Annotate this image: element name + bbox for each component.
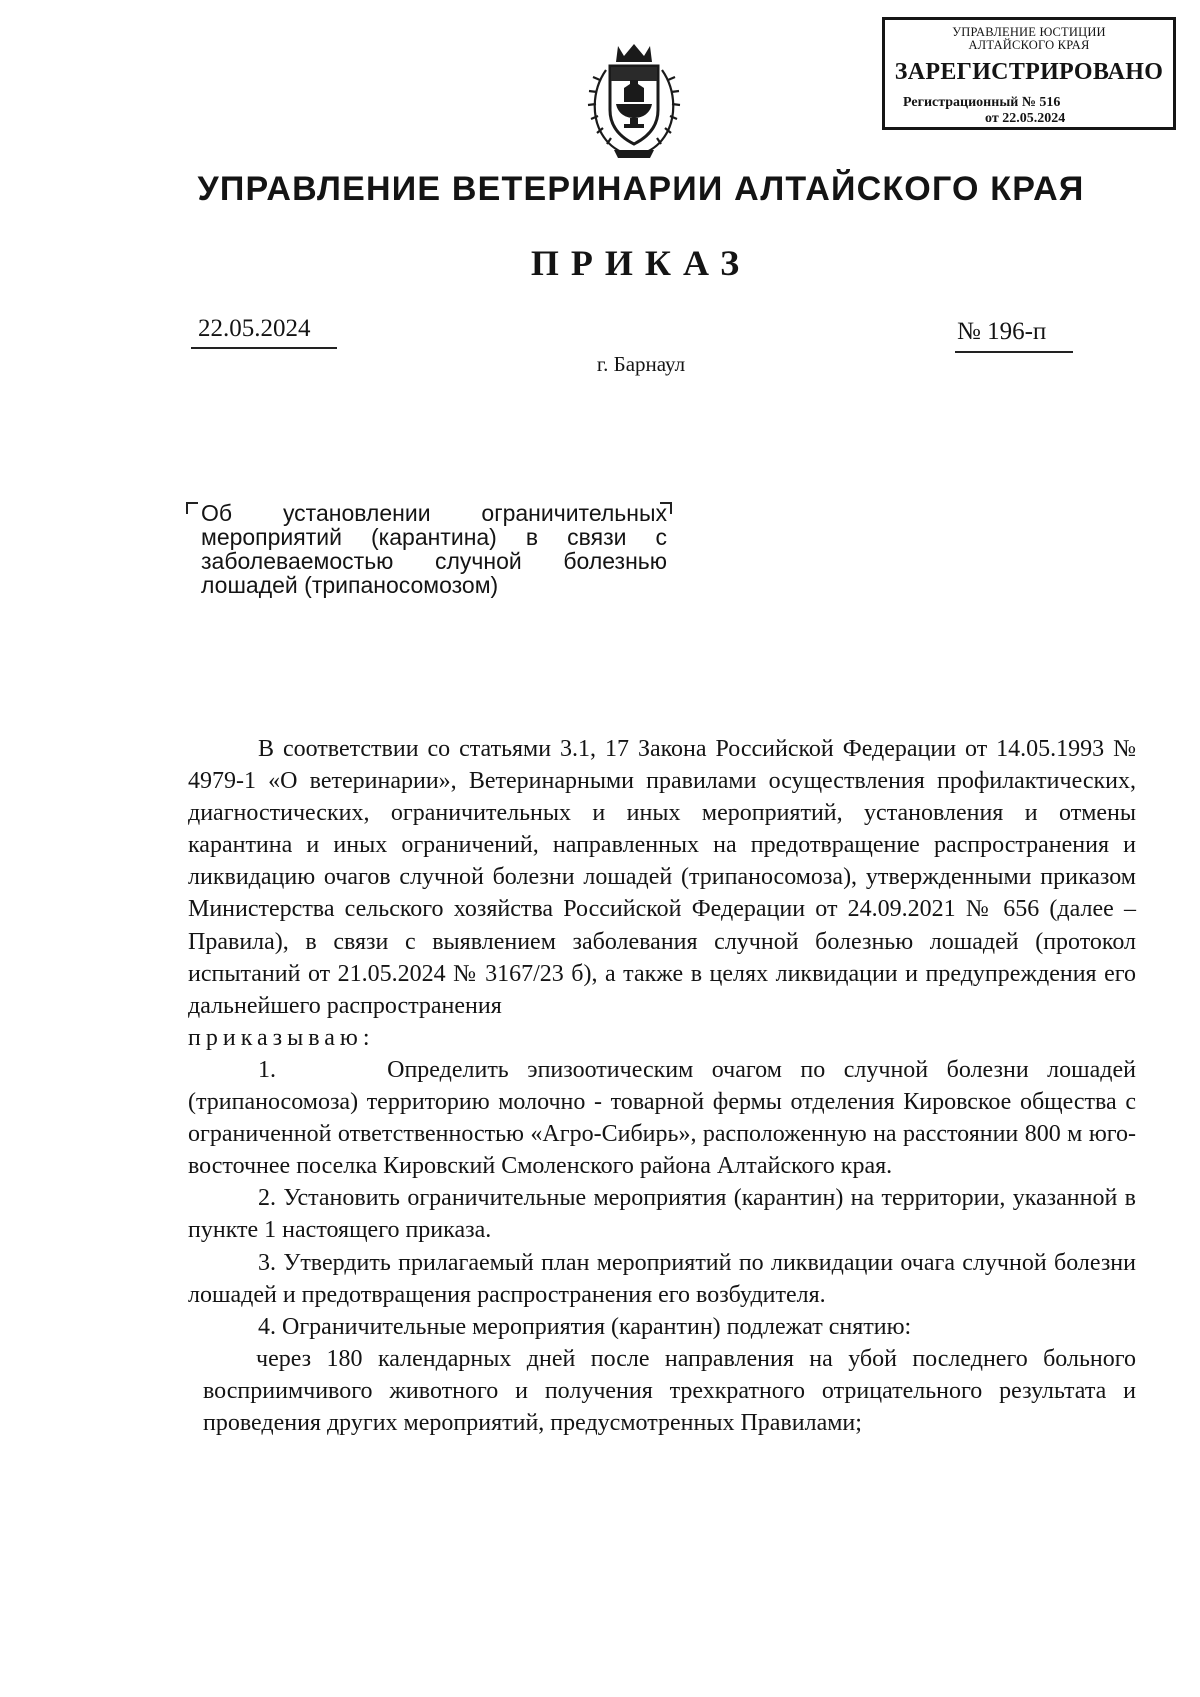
- document-subject: Об установлении ограничительных мероприятий (карантина) в связи с заболеваемостью случной болезнью лошадей (трипаносомозом): [201, 500, 667, 598]
- stamp-reg-number: Регистрационный № 516: [903, 95, 1061, 110]
- item-4-subparagraph: через 180 календарных дней после направления на убой последнего больного восприимчивого животного и получения трехкратного отрицательного результата и проведения других мероприятий, предусмотренных Правилами;: [203, 1345, 1136, 1436]
- organization-title: УПРАВЛЕНИЕ ВЕТЕРИНАРИИ АЛТАЙСКОГО КРАЯ: [197, 170, 1085, 208]
- item-4-paragraph: 4. Ограничительные мероприятия (карантин) подлежат снятию:: [258, 1313, 912, 1340]
- document-type-title: ПРИКАЗ: [530, 243, 752, 283]
- document-city: г. Барнаул: [596, 352, 686, 376]
- item-1-paragraph: [188, 1054, 1136, 1182]
- document-body: [188, 733, 1136, 1439]
- stamp-department-line2: АЛТАЙСКОГО КРАЯ: [968, 38, 1090, 52]
- coat-of-arms-icon: [584, 40, 684, 162]
- date-underline: [191, 347, 337, 349]
- order-word: приказываю:: [188, 1024, 375, 1051]
- stamp-department-line1: УПРАВЛЕНИЕ ЮСТИЦИИ: [952, 25, 1106, 39]
- item-1-text: Определить эпизоотическим очагом по случной болезни лошадей (трипаносомоза) территорию молочно - товарной фермы отделения Кировское общества с ограниченной ответственностью «Агро-Сибирь», расположенную на расстоянии 800 м юго-восточнее поселка Кировский Смоленского района Алтайского края.: [188, 1056, 1136, 1180]
- stamp-department: [885, 26, 1173, 52]
- subject-corner-left: [186, 502, 198, 514]
- document-number: № 196-п: [957, 318, 1047, 345]
- registration-stamp: [882, 17, 1176, 130]
- item-1-number: 1.: [258, 1056, 276, 1083]
- item-2-paragraph: 2. Установить ограничительные мероприятия (карантин) на территории, указанной в пункте 1 настоящего приказа.: [188, 1185, 1136, 1244]
- stamp-reg-date: от 22.05.2024: [985, 111, 1066, 126]
- preamble-paragraph: В соответствии со статьями 3.1, 17 Закона Российской Федерации от 14.05.1993 № 4979-1 «О ветеринарии», Ветеринарными правилами осуществления профилактических, диагностических, ограничительных и иных мероприятий, установления и отмены карантина и иных ограничений, направленных на предотвращение распространения и ликвидацию очагов случной болезни лошадей (трипаносомоза), утвержденными приказом Министерства сельского хозяйства Российской Федерации от 24.09.2021 № 656 (далее – Правила), в связи с выявлением заболевания случной болезнью лошадей (протокол испытаний от 21.05.2024 № 3167/23 б), а также в целях ликвидации и предупреждения его дальнейшего распространения: [188, 736, 1136, 1019]
- item-3-paragraph: 3. Утвердить прилагаемый план мероприятий по ликвидации очага случной болезни лошадей и предотвращения распространения его возбудителя.: [188, 1249, 1136, 1308]
- stamp-status: ЗАРЕГИСТРИРОВАНО: [894, 59, 1164, 85]
- document-date: 22.05.2024: [198, 315, 311, 342]
